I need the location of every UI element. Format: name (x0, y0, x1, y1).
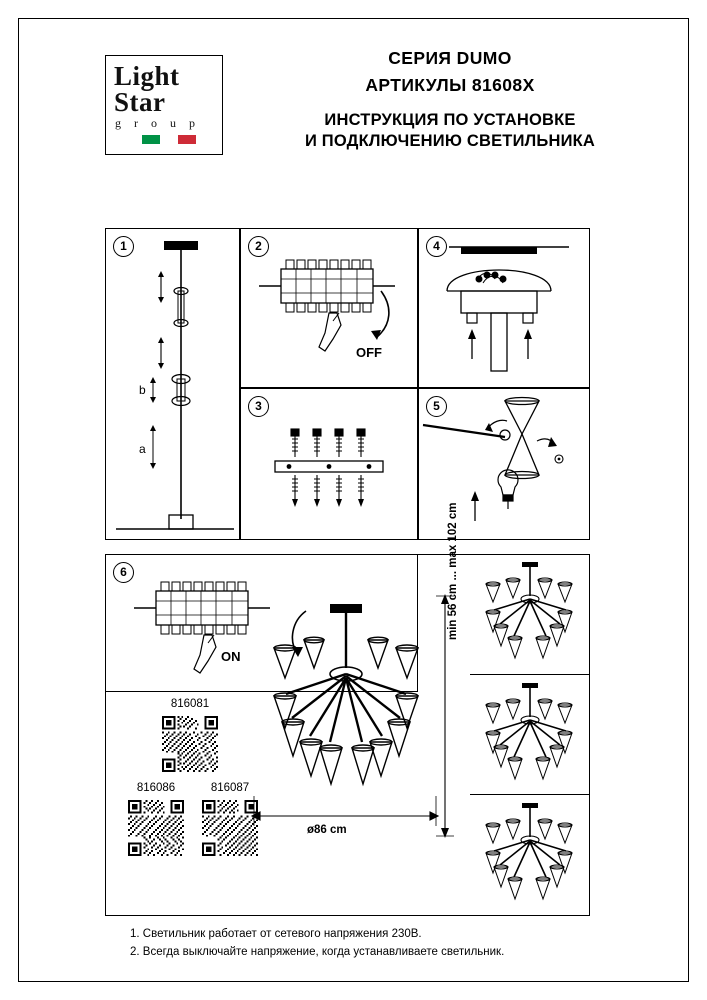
variant-thumbnails (470, 554, 590, 916)
document-header (240, 48, 660, 152)
articles-label: АРТИКУЛЫ 81608X (365, 75, 535, 95)
variant-thumbnail-1 (470, 554, 590, 675)
height-dimension-label: min 56 cm ... max 102 cm (447, 502, 459, 640)
notes-section (130, 925, 650, 961)
brand-line-3: g r o u p (115, 116, 200, 130)
document-title-line-1: ИНСТРУКЦИЯ ПО УСТАНОВКЕ (324, 111, 576, 129)
step-2-diagram (241, 229, 417, 387)
qr-label-816081: 816081 (170, 698, 210, 710)
step-panel-1 (105, 228, 240, 540)
series-label: СЕРИЯ DUMO (388, 48, 512, 68)
chandelier-illustration (240, 590, 450, 850)
brand-logo (105, 55, 223, 155)
step-panel-5 (418, 388, 590, 540)
svg-text:b: b (139, 383, 146, 397)
variant-drawing-3 (470, 795, 588, 913)
diameter-dimension-label: ø86 cm (307, 824, 347, 836)
document-title-line-2: И ПОДКЛЮЧЕНИЮ СВЕТИЛЬНИКА (304, 132, 596, 150)
qr-code-816081 (162, 716, 218, 772)
qr-code-816086 (128, 800, 184, 856)
step-1-diagram (106, 229, 239, 539)
step-panel-2 (240, 228, 418, 388)
variant-thumbnail-3 (470, 795, 590, 916)
step-number-4: 4 (426, 236, 447, 257)
step-6-label-on: ON (221, 649, 241, 664)
variant-drawing-2 (470, 675, 588, 793)
step-panel-4 (418, 228, 590, 388)
brand-line-2: Star (114, 87, 166, 117)
step-number-3: 3 (248, 396, 269, 417)
step-2-label-off: OFF (356, 345, 382, 360)
note-1: 1. Светильник работает от сетевого напряжения 230В. (130, 928, 422, 940)
variant-thumbnail-2 (470, 675, 590, 796)
variant-drawing-1 (470, 554, 588, 672)
step-number-6: 6 (113, 562, 134, 583)
qr-label-816086: 816086 (136, 782, 176, 794)
italian-flag-icon (142, 135, 196, 144)
step-panel-3 (240, 388, 418, 540)
step-number-5: 5 (426, 396, 447, 417)
qr-label-816087: 816087 (210, 782, 250, 794)
chandelier-drawing (240, 590, 450, 850)
brand-line-1: Light (114, 61, 180, 91)
svg-text:a: a (139, 442, 146, 456)
step-number-1: 1 (113, 236, 134, 257)
step-number-2: 2 (248, 236, 269, 257)
note-2: 2. Всегда выключайте напряжение, когда устанавливаете светильник. (130, 946, 505, 958)
